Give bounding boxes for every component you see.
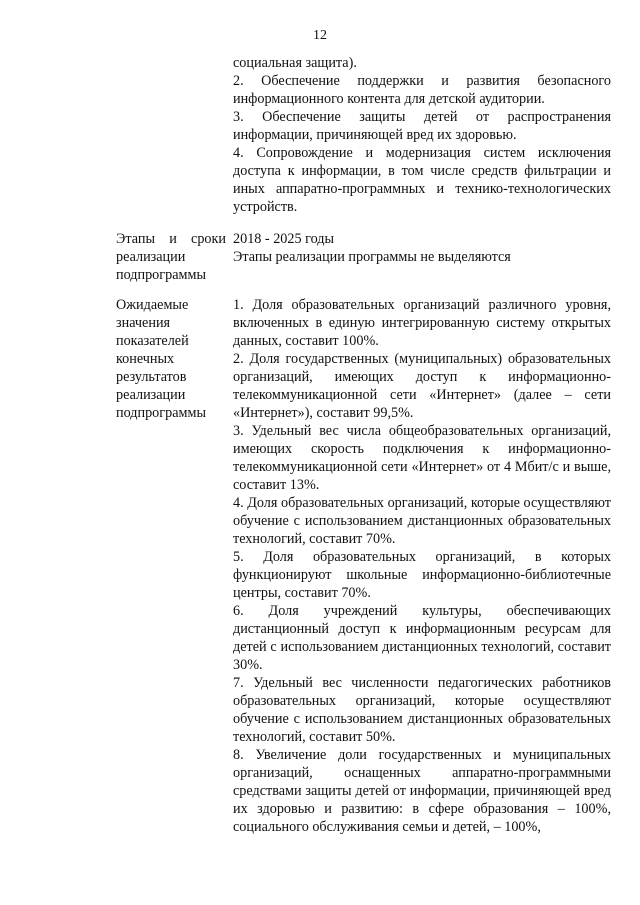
stages-value	[233, 230, 611, 266]
expected-item: 4. Доля образовательных организаций, которые осуществляют обучение с использованием дистанционных образовательных технологий, составит 70%.	[233, 495, 611, 547]
task-item: социальная защита).	[233, 55, 357, 71]
tasks-continuation	[233, 54, 611, 216]
page-number: 12	[313, 28, 327, 43]
expected-item: 6. Доля учреждений культуры, обеспечивающих дистанционный доступ к информационным ресурсам для детей с использованием дистанционных технологий, составит 30%.	[233, 603, 611, 673]
expected-results-label: Ожидаемые значения показателей конечных результатов реализации подпрограммы	[116, 297, 206, 421]
stages-note: Этапы реализации программы не выделяются	[233, 249, 511, 265]
task-item: 3. Обеспечение защиты детей от распространения информации, причиняющей вред их здоровью.	[233, 109, 611, 143]
expected-item: 5. Доля образовательных организаций, в которых функционируют школьные информационно-библиотечные центры, составит 70%.	[233, 549, 611, 601]
stages-label: Этапы и сроки реализации подпрограммы	[116, 231, 226, 283]
expected-item: 8. Увеличение доли государственных и муниципальных организаций, оснащенных аппаратно-программными средствами защиты детей от информации, причиняющей вред их здоровью и развитию: в сфере образования – 100%, социального обслуживания семьи и детей, – 100%,	[233, 747, 611, 835]
expected-item: 2. Доля государственных (муниципальных) образовательных организаций, имеющих доступ к информационно-телекоммуникационной сети «Интернет» (далее – сети «Интернет»), составит 99,5%.	[233, 351, 611, 421]
stages-period: 2018 - 2025 годы	[233, 231, 335, 247]
expected-results-list	[233, 296, 611, 836]
task-item: 2. Обеспечение поддержки и развития безопасного информационного контента для детской аудитории.	[233, 73, 611, 107]
expected-item: 1. Доля образовательных организаций различного уровня, включенных в единую интегрированную систему открытых данных, составит 100%.	[233, 297, 611, 349]
expected-item: 7. Удельный вес численности педагогических работников образовательных организаций, которые осуществляют обучение с использованием дистанционных образовательных технологий, составит 50%.	[233, 675, 611, 745]
task-item: 4. Сопровождение и модернизация систем исключения доступа к информации, в том числе средств фильтрации и иных аппаратно-программных и технико-технологических устройств.	[233, 145, 611, 215]
expected-item: 3. Удельный вес числа общеобразовательных организаций, имеющих скорость подключения к информационно-телекоммуникационной сети «Интернет» от 4 Мбит/с и выше, составит 13%.	[233, 423, 611, 493]
